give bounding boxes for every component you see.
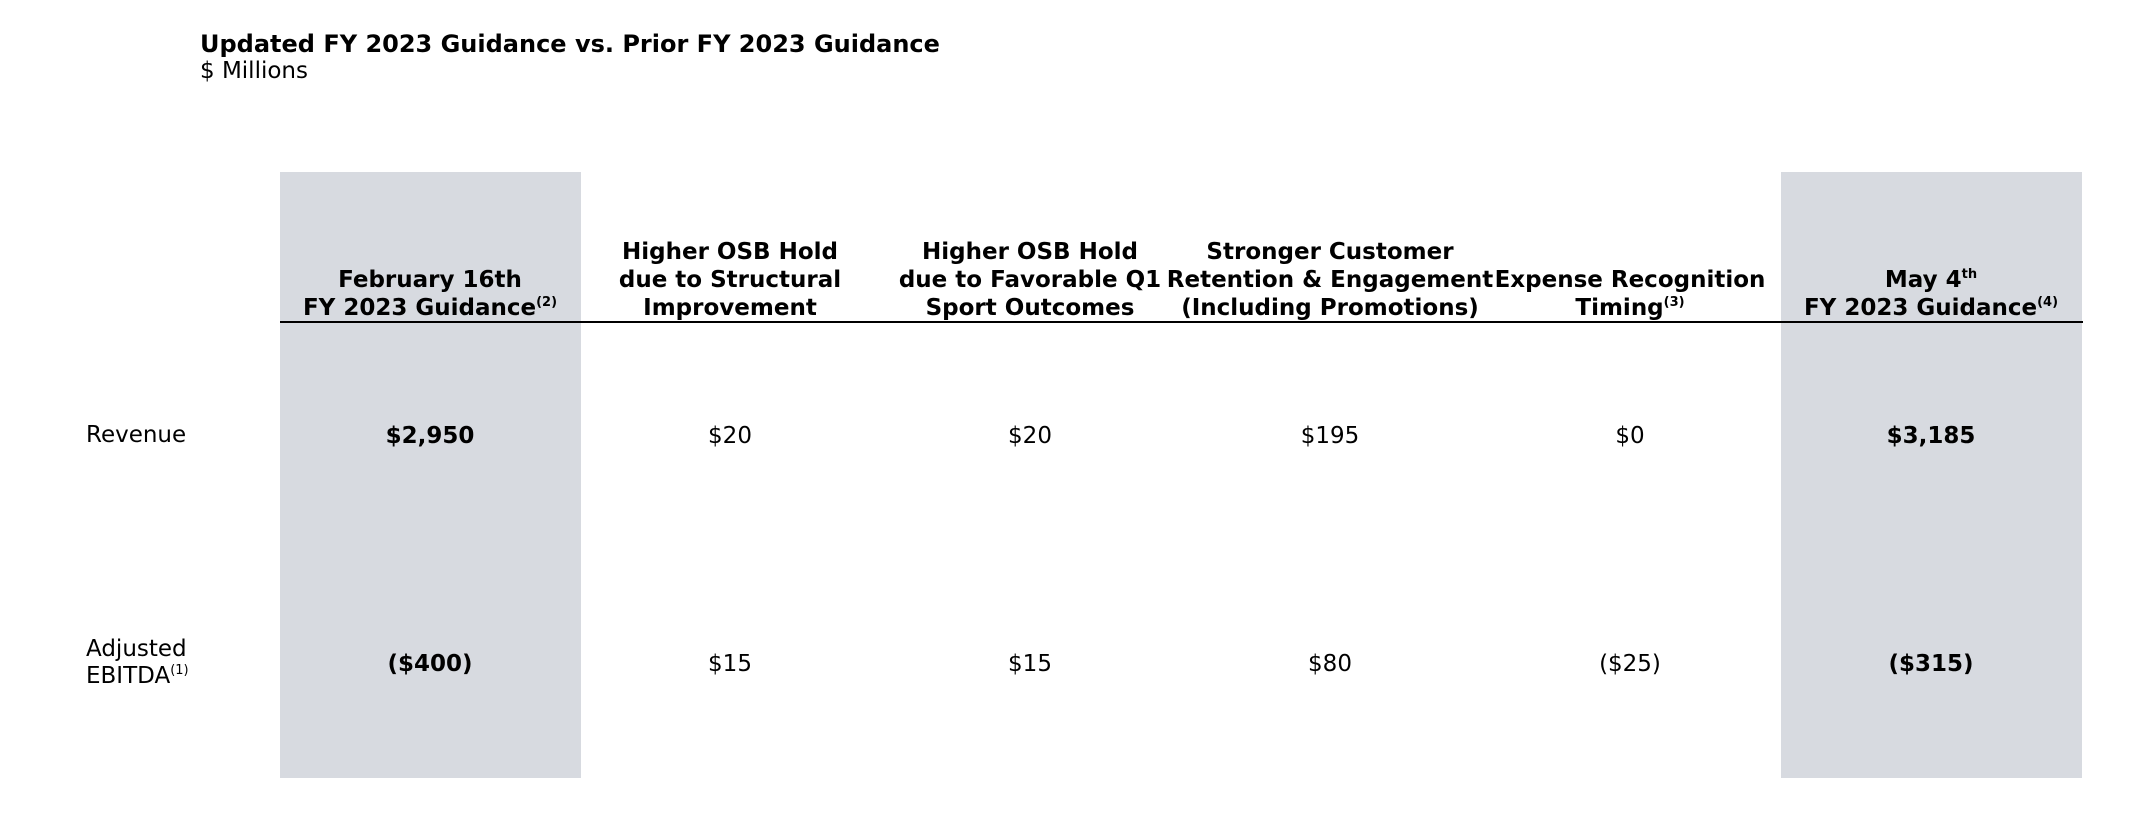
footnote-marker: (1) — [170, 663, 189, 678]
column-header-structural-hold — [580, 230, 880, 322]
column-header-line: Timing — [1575, 295, 1664, 321]
column-header-line: (Including Promotions) — [1181, 295, 1479, 321]
footnote-marker: (2) — [536, 295, 558, 310]
column-header-line: FY 2023 Guidance — [302, 295, 537, 321]
header-divider — [280, 321, 2083, 323]
column-header-line: Retention & Engagement — [1166, 267, 1494, 293]
column-header-line: May 4 — [1884, 267, 1962, 293]
column-header-line: Improvement — [643, 295, 817, 321]
column-header-line: Expense Recognition — [1494, 267, 1766, 293]
row-label-revenue: Revenue — [86, 422, 187, 448]
table-cell: $20 — [708, 423, 752, 449]
column-header-sport-outcomes — [880, 230, 1180, 322]
row-label-adjusted-ebitda — [86, 636, 189, 690]
units-subtitle: $ Millions — [200, 58, 308, 84]
footnote-marker: (3) — [1663, 295, 1685, 310]
page-title: Updated FY 2023 Guidance vs. Prior FY 2023 Guidance — [200, 30, 940, 58]
column-header-line: FY 2023 Guidance — [1803, 295, 2038, 321]
ordinal-suffix: th — [1961, 267, 1978, 282]
footnote-marker: (4) — [2037, 295, 2059, 310]
row-label-line: EBITDA — [86, 663, 171, 689]
table-cell: $0 — [1615, 423, 1645, 449]
column-header-prior-guidance — [280, 230, 580, 322]
column-header-expense-timing — [1480, 230, 1780, 322]
table-cell: $15 — [708, 651, 752, 677]
row-label-line: Adjusted — [86, 636, 187, 662]
column-header-line: Stronger Customer — [1206, 239, 1454, 265]
table-cell: ($400) — [387, 651, 473, 677]
column-header-line: Higher OSB Hold — [922, 239, 1138, 265]
column-header-line: Higher OSB Hold — [622, 239, 838, 265]
column-header-line: due to Favorable Q1 — [898, 267, 1162, 293]
column-header-line: due to Structural — [618, 267, 842, 293]
table-cell: $20 — [1008, 423, 1052, 449]
column-header-updated-guidance — [1781, 230, 2081, 322]
table-cell: $3,185 — [1886, 423, 1976, 449]
table-cell: ($25) — [1599, 651, 1661, 677]
table-cell: $195 — [1300, 423, 1360, 449]
table-cell: $2,950 — [385, 423, 475, 449]
column-header-customer-retention — [1166, 230, 1494, 322]
table-cell: $15 — [1008, 651, 1052, 677]
table-cell: $80 — [1308, 651, 1352, 677]
column-header-line: February 16th — [338, 267, 522, 293]
table-cell: ($315) — [1888, 651, 1974, 677]
column-header-line: Sport Outcomes — [925, 295, 1135, 321]
